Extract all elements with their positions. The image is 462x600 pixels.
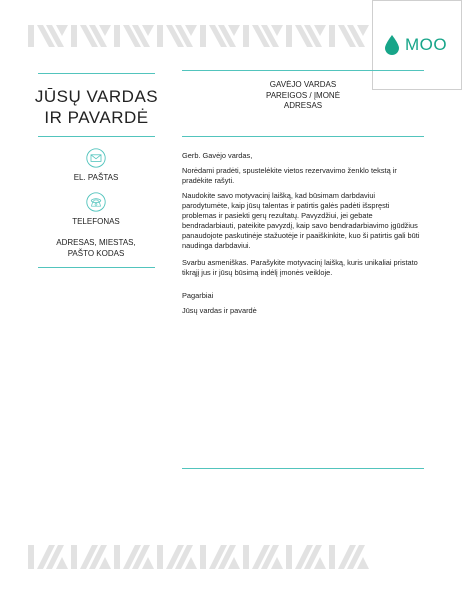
telephone-icon bbox=[86, 192, 106, 212]
name-top-rule bbox=[38, 73, 155, 74]
pattern-motif bbox=[28, 25, 68, 47]
sender-name[interactable] bbox=[24, 86, 169, 128]
recipient-top-rule bbox=[182, 70, 424, 71]
logo-box[interactable] bbox=[372, 0, 462, 90]
letter-paragraph-3[interactable]: Svarbu asmeniškas. Parašykite motyvacinį laišką, kuris unikaliai pristato tikrąjį jus ir jūsų būsimą indėlį įmonės veikloje. bbox=[182, 258, 418, 277]
recipient-bottom-rule bbox=[182, 136, 424, 137]
email-label[interactable]: EL. PAŠTAS bbox=[73, 173, 119, 182]
address-line2: PAŠTO KODAS bbox=[67, 249, 125, 258]
pattern-motif bbox=[200, 25, 240, 47]
letter-closing[interactable]: Pagarbiai bbox=[182, 291, 214, 300]
letter-paragraph-2[interactable]: Naudokite savo motyvacinį laišką, kad būsimam darbdaviui parodytumėte, kaip jūsų talentas ir patirtis galės padėti išspręsti problemas ir pasiekti gerų rezultatų. Pavyzdžiui, jei gebate bendradarbiauti, pateikite pavyzdį, kaip savo bendradarbiavimo įgūdžius panaudojote paskutinėje stažuotėje ir paaiškinkite, kuo ši patirtis gali būti naudinga darbdaviui. bbox=[182, 191, 420, 250]
pattern-motif bbox=[200, 545, 240, 569]
water-drop-icon bbox=[384, 35, 400, 55]
name-bottom-rule bbox=[38, 136, 155, 137]
pattern-motif bbox=[329, 545, 369, 569]
sender-name-line2: IR PAVARDĖ bbox=[44, 108, 149, 127]
address-line1: ADRESAS, MIESTAS, bbox=[56, 238, 136, 247]
sender-name-line1: JŪSŲ VARDAS bbox=[34, 87, 159, 106]
recipient-block[interactable] bbox=[182, 80, 424, 112]
letter-bottom-rule bbox=[182, 468, 424, 469]
pattern-motif bbox=[243, 25, 283, 47]
pattern-motif bbox=[157, 545, 197, 569]
pattern-motif bbox=[71, 25, 111, 47]
pattern-motif bbox=[114, 25, 154, 47]
pattern-motif bbox=[71, 545, 111, 569]
pattern-motif bbox=[243, 545, 283, 569]
pattern-motif bbox=[157, 25, 197, 47]
pattern-motif bbox=[286, 25, 326, 47]
decorative-pattern-top bbox=[28, 25, 372, 47]
recipient-title-company: PAREIGOS / ĮMONĖ bbox=[265, 90, 341, 100]
pattern-motif bbox=[28, 545, 68, 569]
contact-bottom-rule bbox=[38, 267, 155, 268]
address-block[interactable] bbox=[28, 237, 164, 259]
letter-paragraph-1[interactable]: Norėdami pradėti, spustelėkite vietos rezervavimo ženklo tekstą ir pradėkite rašyti. bbox=[182, 166, 397, 185]
letter-salutation[interactable]: Gerb. Gavėjo vardas, bbox=[182, 151, 253, 160]
recipient-address: ADRESAS bbox=[283, 101, 323, 110]
envelope-icon bbox=[86, 148, 106, 168]
phone-label[interactable]: TELEFONAS bbox=[72, 217, 120, 226]
decorative-pattern-bottom bbox=[28, 545, 372, 569]
logo-text: MOO bbox=[405, 35, 448, 54]
recipient-name: GAVĖJO VARDAS bbox=[269, 80, 337, 89]
letter-signature[interactable]: Jūsų vardas ir pavardė bbox=[182, 306, 257, 315]
pattern-motif bbox=[329, 25, 369, 47]
pattern-motif bbox=[286, 545, 326, 569]
pattern-motif bbox=[114, 545, 154, 569]
